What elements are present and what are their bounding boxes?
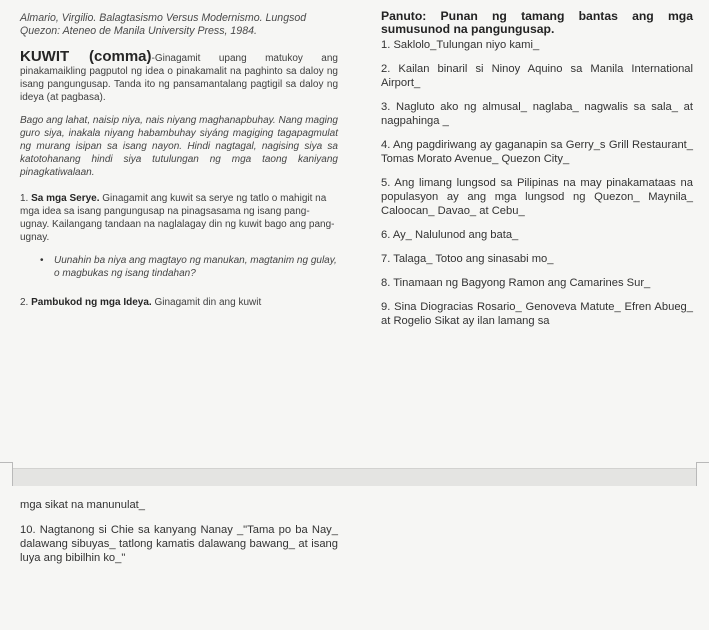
serye-rule	[20, 192, 338, 244]
citation: Almario, Virgilio. Balagtasismo Versus Modernismo. Lungsod Quezon: Ateneo de Manila University Press, 1984.	[20, 12, 307, 37]
exercise-item-4: 4. Ang pagdiriwang ay gaganapin sa Gerry_s Grill Restaurant_ Tomas Morato Avenue_ Quezon City_	[381, 139, 693, 165]
bullet-example	[40, 254, 338, 280]
exercise-item-9: 9. Sina Diogracias Rosario_ Genoveva Matute_ Efren Abueg_ at Rogelio Sikat ay ilan lamang sa	[381, 301, 693, 327]
kuwit-section	[20, 50, 338, 104]
kuwit-definition: -Ginagamit upang matukoy ang pinakamaikling pagputol ng idea o pinakamalit na paghinto sa daloy ng isang pangungusap. Tanda ito ng pansamantalang pagtigil sa daloy ng ideya (at pagbasa).	[20, 53, 338, 103]
item-9-continuation: mga sikat na manunulat_	[20, 499, 146, 511]
exercise-item-2: 2. Kailan binaril si Ninoy Aquino sa Manila International Airport_	[381, 63, 693, 89]
ideya-title: Pambukod ng mga Ideya.	[31, 297, 152, 308]
exercise-item-1: 1. Saklolo_Tulungan niyo kami_	[381, 39, 540, 51]
instructions: Panuto: Punan ng tamang bantas ang mga sumusunod na pangungusap.	[381, 9, 693, 36]
serye-title: Sa mga Serye.	[31, 193, 100, 204]
exercise-item-3: 3. Nagluto ako ng almusal_ naglaba_ nagwalis sa sala_ at nagpahinga _	[381, 101, 693, 127]
serye-text: Ginagamit ang kuwit sa serye ng tatlo o mahigit na mga idea sa isang pangungusap na pinagsasama ng isang pang-ugnay. Kailangang tandaan na naglalagay din ng kuwit bago ang pang-ugnay.	[20, 193, 335, 243]
serye-number: 1.	[20, 193, 29, 204]
exercise-item-10: 10. Nagtanong si Chie sa kanyang Nanay _"Tama po ba Nay_ dalawang sibuyas_ tatlong kamatis dalawang bawang_ at isang luya ang bibilhin ko_"	[20, 524, 338, 564]
bullet-example-text: Uunahin ba niya ang magtayo ng manukan, magtanim ng gulay, o magbukas ng isang tindahan?	[54, 255, 337, 279]
bottom-column	[20, 498, 338, 565]
exercise-item-6: 6. Ay_ Nalulunod ang bata_	[381, 229, 519, 241]
bullet-icon: •	[40, 255, 44, 266]
exercise-item-7: 7. Talaga_ Totoo ang sinasabi mo_	[381, 253, 554, 265]
page-break	[0, 468, 709, 488]
ideya-rule	[20, 296, 338, 309]
kuwit-title: KUWIT (comma)	[20, 48, 152, 65]
ideya-number: 2.	[20, 297, 29, 308]
ideya-text: Ginagamit din ang kuwit	[151, 297, 262, 308]
exercise-item-5: 5. Ang limang lungsod sa Pilipinas na may pinakamataas na populasyon ay ang mga lungsod ng Quezon_ Maynila_ Caloocan_ Davao_ at Cebu_	[381, 177, 693, 217]
right-column	[381, 10, 693, 328]
italic-example: Bago ang lahat, naisip niya, nais niyang maghanapbuhay. Nang maging guro siya, inakala niyang habambuhay siyáng magiging tagapagmulat ng murang isipan sa isang nayon. Hindi nagtagal, nagising siya sa katotohanang hindi siya tutulungan ng mga taong kaniyang pinagkatiwalaan.	[20, 115, 338, 178]
left-column	[20, 12, 338, 309]
exercise-item-8: 8. Tinamaan ng Bagyong Ramon ang Camarines Sur_	[381, 277, 651, 289]
